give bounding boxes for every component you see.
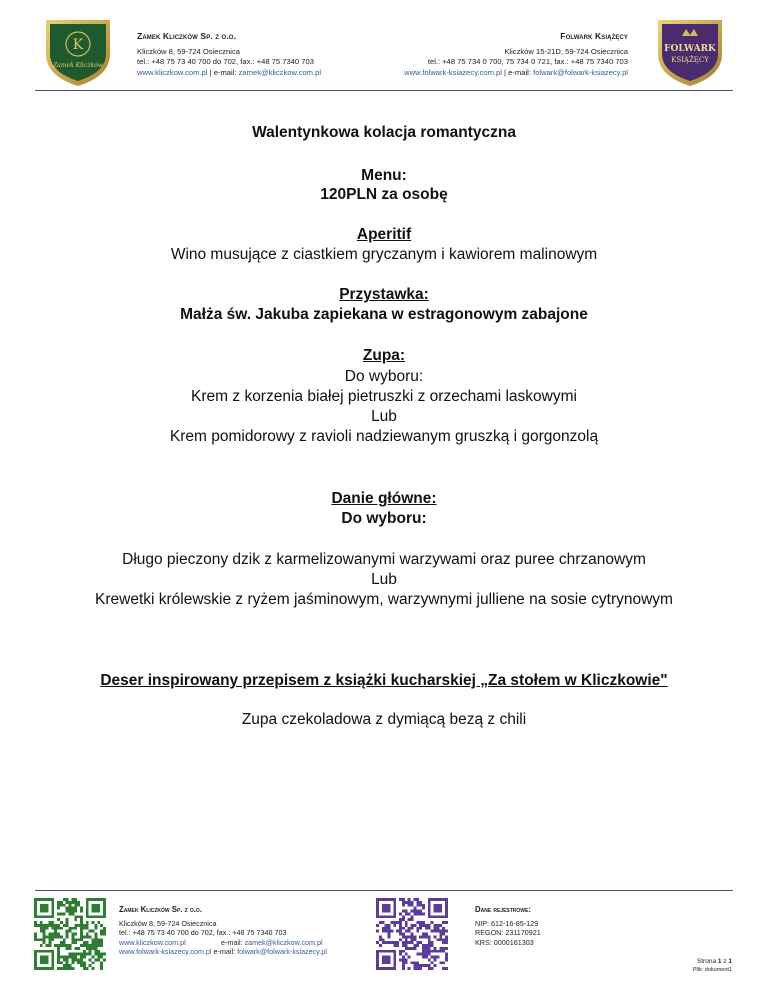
phone: tel.: +48 75 73 40 700 do 702, fax.: +48 75 7340 703 (137, 57, 314, 67)
regon: REGON: 231170921 (475, 928, 541, 938)
footer-contact (119, 905, 327, 957)
phone: tel.: +48 75 734 0 700, 75 734 0 721, fax.: +48 75 7340 703 (427, 57, 628, 67)
email-link[interactable]: zamek@kliczkow.com.pl (238, 67, 322, 77)
footer-email-label-1: e-mail: (221, 937, 243, 947)
shield-icon (40, 14, 116, 90)
qr-code-icon (376, 898, 448, 970)
footer-website-2[interactable]: www.folwark-ksiazecy.com.pl (119, 947, 212, 957)
menu-title: Walentynkowa kolacja romantyczna (252, 124, 516, 141)
soup-heading: Zupa: (362, 347, 406, 364)
company-name: Zamek Kliczków Sp. z o.o. (137, 31, 237, 41)
soup-option-1: Krem z korzenia białej pietruszki z orzechami laskowymi (191, 388, 577, 405)
header-left-contact (137, 31, 321, 78)
starter-heading: Przystawka: (339, 286, 429, 303)
footer-website-1[interactable]: www.kliczkow.com.pl (119, 937, 186, 947)
qr-code-icon (34, 898, 106, 970)
company-name: Folwark Książęcy (560, 31, 628, 41)
footer-phone: tel.: +48 75 73 40 700 do 702, fax.: +48 75 7340 703 (119, 928, 287, 938)
registry-data (475, 905, 541, 947)
page-label: Strona (696, 958, 717, 965)
page-current: 1 (717, 958, 722, 965)
logo-letter: K (72, 37, 84, 53)
footer-company-name: Zamek Kliczków Sp. z o.o. (119, 905, 202, 914)
email-label: e-mail: (508, 67, 531, 77)
file-label: Plik: dokument1 (692, 967, 732, 973)
soup-choice: Do wyboru: (344, 368, 424, 385)
menu-label: Menu: (361, 167, 407, 184)
header-right-contact (404, 31, 628, 78)
main-choice: Do wyboru: (341, 510, 427, 527)
footer-divider (35, 890, 733, 891)
aperitif-text: Wino musujące z ciastkiem gryczanym i kawiorem malinowym (170, 246, 598, 263)
aperitif-heading: Aperitif (356, 226, 412, 243)
separator: | (209, 67, 212, 77)
folwark-ksiazecy-logo (652, 14, 728, 90)
soup-option-2: Krem pomidorowy z ravioli nadziewanym gruszką i gorgonzolą (169, 428, 599, 445)
logo-line2: KSIĄŻĘCY (671, 56, 709, 64)
website-link[interactable]: www.kliczkow.com.pl (137, 67, 208, 77)
soup-or: Lub (371, 408, 397, 425)
address: Kliczków 8, 59-724 Osiecznica (137, 46, 240, 56)
menu-price: 120PLN za osobę (320, 186, 448, 203)
main-or: Lub (371, 571, 397, 588)
email-label: e-mail: (213, 67, 237, 77)
main-option-2: Krewetki królewskie z ryżem jaśminowym, warzywnymi julliene na sosie cytrynowym (95, 591, 673, 608)
website-link[interactable]: www.folwark-ksiazecy.com.pl (404, 67, 502, 77)
page-total: 1 (728, 958, 732, 965)
nip: NIP: 612-16-85-129 (475, 918, 539, 928)
footer-email-label-2: e-mail: (213, 947, 236, 957)
page-number (693, 957, 732, 975)
shield-icon (652, 14, 728, 90)
page-of: z (723, 958, 727, 965)
address: Kliczków 15-21D, 59-724 Osiecznica (504, 46, 628, 56)
footer-address: Kliczków 8, 59-724 Osiecznica (119, 918, 217, 928)
main-option-1: Długo pieczony dzik z karmelizowanymi warzywami oraz puree chrzanowym (122, 551, 646, 568)
footer-email-2[interactable]: folwark@folwark-ksiazecy.pl (237, 947, 327, 957)
dessert-heading: Deser inspirowany przepisem z książki kucharskiej „Za stołem w Kliczkowie" (100, 672, 668, 689)
starter-text: Małża św. Jakuba zapiekana w estragonowym zabajone (180, 306, 588, 323)
logo-line1: FOLWARK (664, 44, 716, 54)
logo-text: Zamek Kliczków (53, 62, 103, 69)
email-link[interactable]: folwark@folwark-ksiazecy.pl (533, 67, 628, 77)
footer-email-1[interactable]: zamek@kliczkow.com.pl (244, 937, 323, 947)
krs: KRS: 0000161303 (475, 937, 534, 947)
registry-heading: Dane rejestrowe: (475, 905, 531, 914)
qr-code-left (34, 898, 106, 970)
main-heading: Danie główne: (331, 490, 437, 507)
header-divider (35, 90, 733, 91)
zamek-kliczkow-logo (40, 14, 116, 90)
qr-code-right (376, 898, 448, 970)
separator: | (504, 67, 507, 77)
dessert-text: Zupa czekoladowa z dymiącą bezą z chili (241, 711, 527, 728)
